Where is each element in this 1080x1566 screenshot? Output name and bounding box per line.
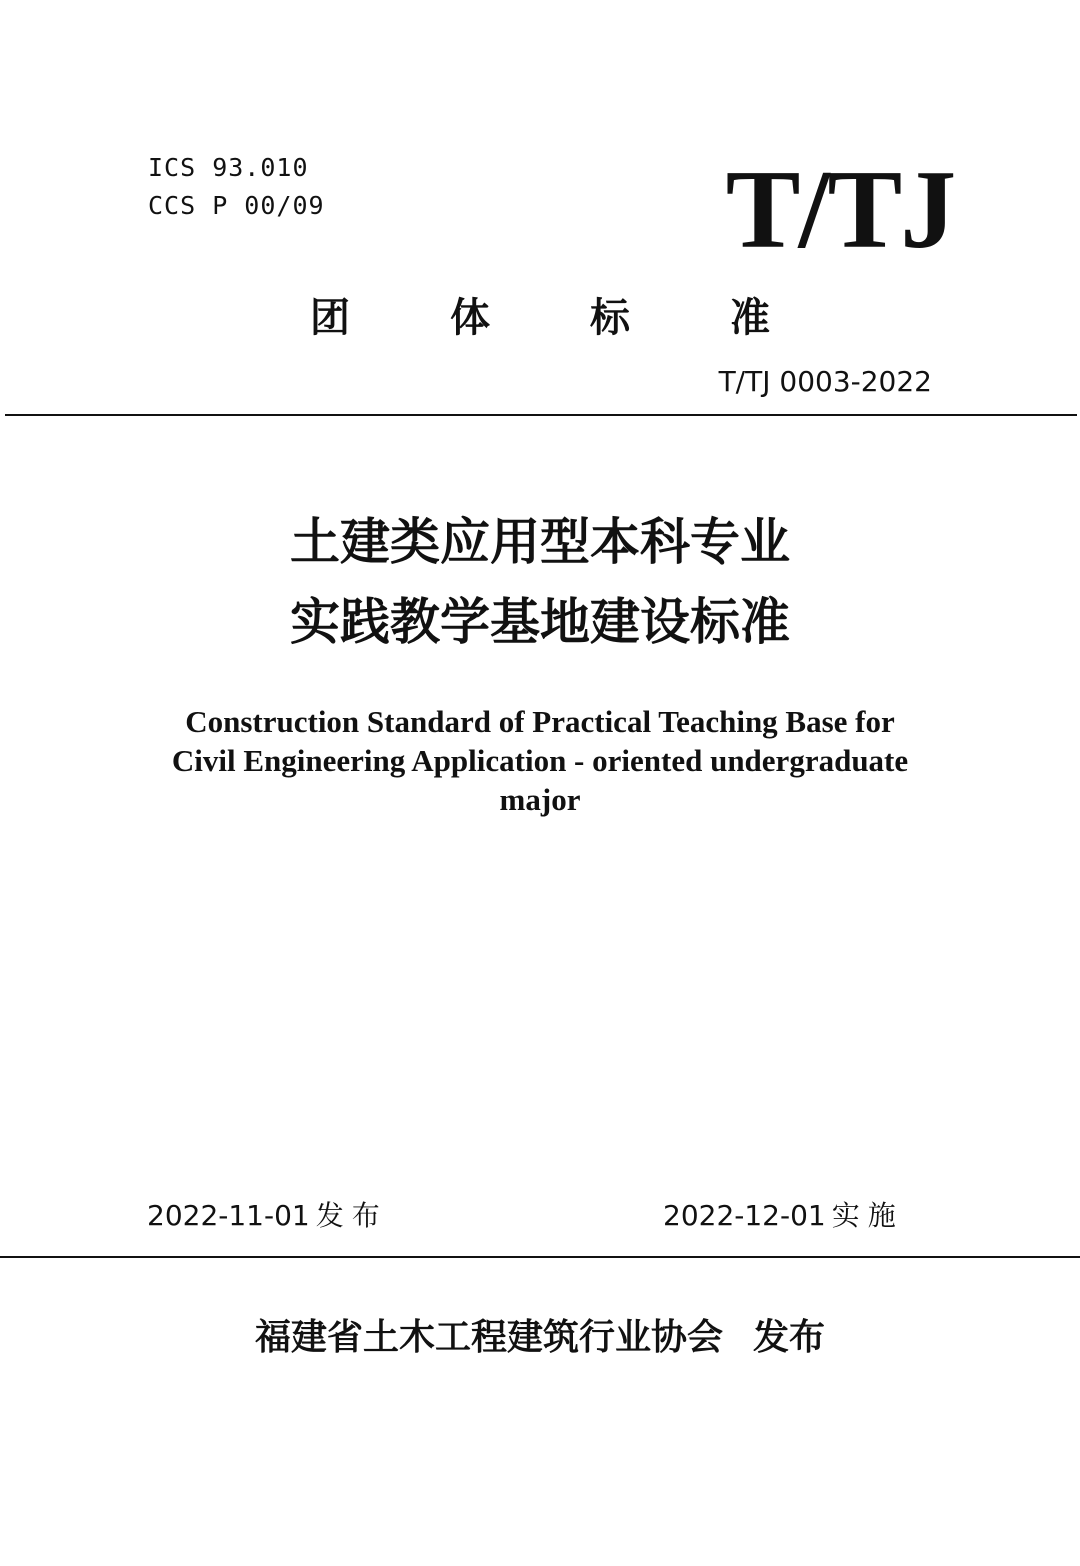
standard-logo: T/TJ (725, 148, 955, 272)
publisher (0, 1308, 1080, 1368)
english-title-line-2: Civil Engineering Application - oriented undergraduate (171, 743, 909, 778)
standard-type-char: 体 (450, 295, 490, 341)
issue-date: 2022-11-01 (147, 1199, 310, 1232)
top-divider (5, 414, 1077, 416)
ics-code: ICS 93.010 (148, 153, 309, 182)
issue-date-block (147, 1194, 388, 1238)
standard-type-char: 标 (590, 295, 630, 341)
standard-type-char: 准 (730, 295, 770, 341)
implement-date: 2022-12-01 (663, 1199, 826, 1232)
classification-codes (148, 150, 325, 226)
standard-type (300, 290, 780, 346)
english-title-line-3: major (499, 782, 581, 817)
publisher-name: 福建省土木工程建筑行业协会 (254, 1317, 723, 1358)
standard-number: T/TJ 0003-2022 (718, 365, 932, 398)
standard-type-char: 团 (310, 295, 350, 341)
english-title (60, 702, 1020, 819)
chinese-title-line-1: 土建类应用型本科专业 (290, 513, 790, 571)
implement-label: 实施 (831, 1199, 904, 1232)
publisher-action: 发布 (753, 1317, 826, 1358)
chinese-title (0, 502, 1080, 662)
bottom-divider (0, 1256, 1080, 1258)
issue-label: 发布 (315, 1199, 388, 1232)
chinese-title-line-2: 实践教学基地建设标准 (290, 593, 790, 651)
english-title-line-1: Construction Standard of Practical Teaching Base for (185, 704, 895, 739)
ccs-code: CCS P 00/09 (148, 191, 325, 220)
implement-date-block (663, 1194, 904, 1238)
